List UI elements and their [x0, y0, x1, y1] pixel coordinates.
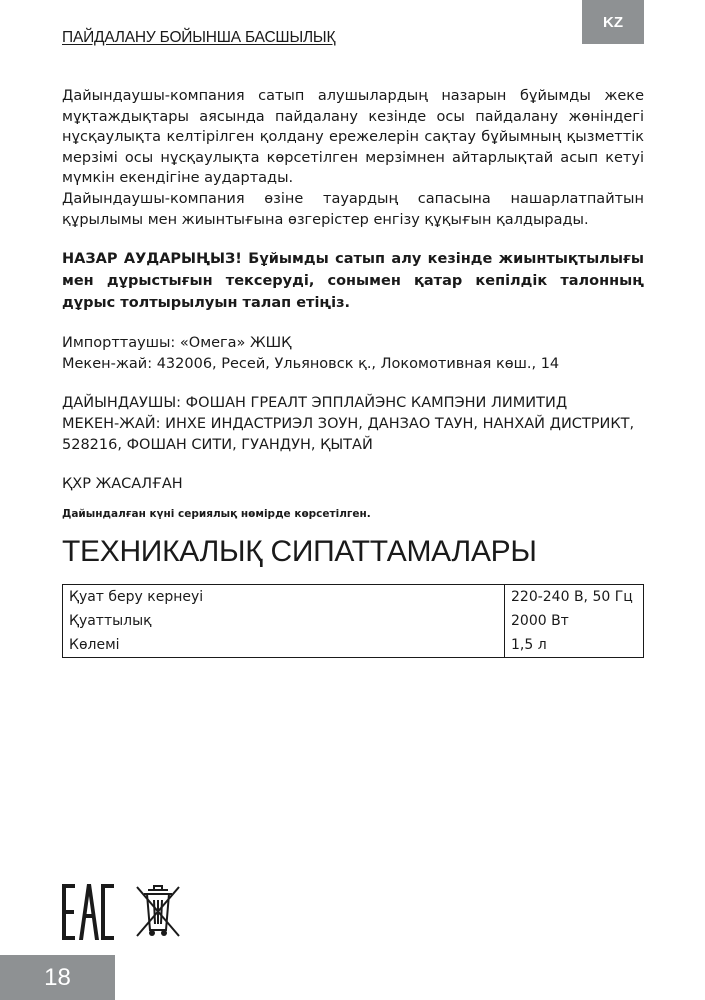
durability-paragraph: Дайындаушы-компания сатып алушылардың назарын бұйымды жеке мұқтаждықтары аясында пайдалану кезінде осы пайдалану жөніндегі нұсқаулықта келтірілген қолдану ережелерін сақтау бұйымның қызметтік мерзімі осы нұсқаулықта көрсетілген мерзімнен айтарлықтай асып кетуі мүмкін екендігіне аудартады. — [62, 88, 644, 187]
design-changes-paragraph: Дайындаушы-компания өзіне тауардың сапасына нашарлатпайтын құрылымы мен жиынтығына өзгерістер енгізу құқығын қалдырады. — [62, 190, 644, 228]
spec-label: Қуат беру кернеуі — [69, 589, 204, 605]
spec-label: Қуаттылық — [69, 613, 152, 629]
language-badge: KZ — [582, 0, 644, 44]
table-row — [63, 633, 644, 658]
manual-body — [62, 86, 644, 524]
spec-label: Көлемі — [69, 637, 120, 653]
manufacturer-block — [62, 393, 644, 455]
table-row — [63, 609, 644, 633]
spec-value: 1,5 л — [505, 633, 644, 658]
compliance-icons — [62, 884, 182, 940]
importer-address: Мекен-жай: 432006, Ресей, Ульяновск қ., Локомотивная көш., 14 — [62, 355, 560, 372]
manufacture-date-note: Дайындалған күні сериялық нөмірде көрсетілген. — [62, 507, 371, 520]
page-number: 18 — [0, 955, 115, 1000]
spec-value: 2000 Вт — [505, 609, 644, 633]
importer-name: Импорттаушы: «Омега» ЖШҚ — [62, 335, 292, 352]
table-row — [63, 585, 644, 610]
attention-warning: НАЗАР АУДАРЫҢЫЗ! Бұйымды сатып алу кезінде жиынтықтылығы мен дұрыстығын тексеруді, сонымен қатар кепілдік талонның дұрыс толтырылуын талап етіңіз. — [62, 251, 644, 312]
made-in-label: ҚХР ЖАСАЛҒАН — [62, 476, 183, 493]
specs-table — [62, 584, 644, 658]
specs-title: ТЕХНИКАЛЫҚ СИПАТТАМАЛАРЫ — [62, 535, 537, 568]
crossed-bin-icon — [134, 884, 182, 940]
manual-header-title: ПАЙДАЛАНУ БОЙЫНША БАСШЫЛЫҚ — [62, 29, 336, 46]
manufacturer-address: МЕКЕН-ЖАЙ: ИНХЕ ИНДАСТРИЭЛ ЗОУН, ДАНЗАО ТАУН, НАНХАЙ ДИСТРИКТ, 528216, ФОШАН СИТИ, ГУАНДУН, ҚЫТАЙ — [62, 415, 635, 453]
eac-mark-icon — [62, 884, 114, 940]
spec-value: 220-240 В, 50 Гц — [505, 585, 644, 610]
importer-block — [62, 333, 644, 374]
manufacturer-name: ДАЙЫНДАУШЫ: ФОШАН ГРЕАЛТ ЭППЛАЙЭНС КАМПЭНИ ЛИМИТИД — [62, 395, 568, 412]
